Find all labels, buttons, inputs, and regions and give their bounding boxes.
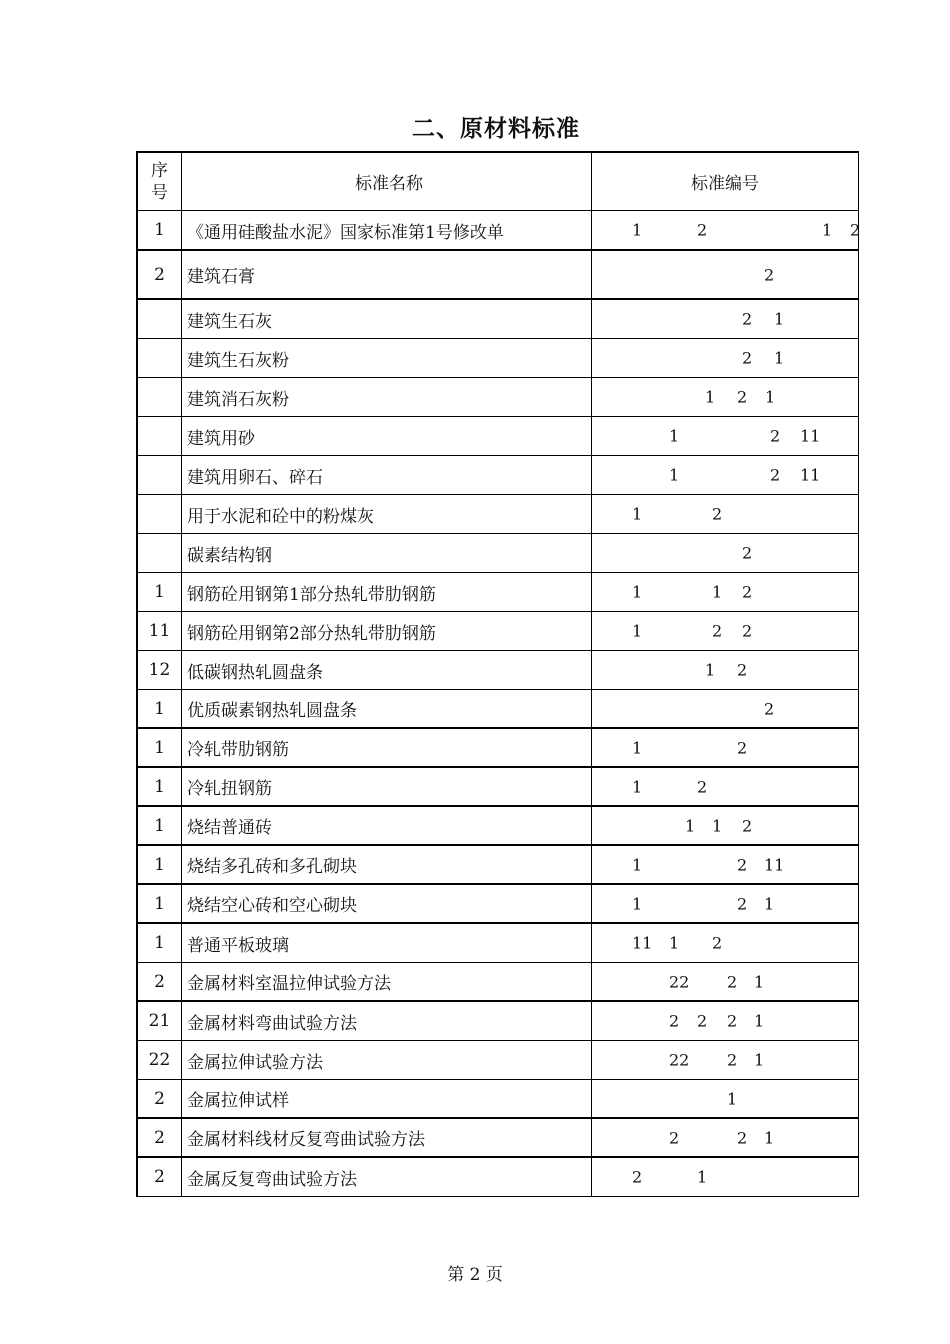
table-row (138, 1002, 858, 1041)
standard-name: 钢筋砼用钢第2部分热轧带肋钢筋 (182, 612, 592, 650)
standard-code-fragment: 2 (737, 387, 748, 407)
page-footer: 第 2 页 (447, 1265, 503, 1285)
table-row (138, 885, 858, 924)
table-row (138, 378, 858, 417)
standard-code-fragment: 2 (712, 504, 723, 524)
row-number (138, 339, 182, 377)
standard-code-fragment: 2 (742, 348, 753, 368)
row-number: 1 (138, 885, 182, 922)
standard-code-fragment: 2 (770, 465, 781, 485)
row-number (138, 417, 182, 455)
table-row (138, 495, 858, 534)
standard-code-fragment: 1 (685, 816, 696, 835)
standard-code-fragment: 2 (850, 220, 861, 240)
table-row (138, 807, 858, 846)
standard-code-fragment: 22 (669, 972, 690, 991)
table-row (138, 456, 858, 495)
table-row (138, 924, 858, 963)
standard-code-fragment: 1 (754, 1050, 765, 1070)
header-no-line1: 序 (151, 160, 168, 181)
standard-code-fragment: 2 (697, 777, 708, 796)
standard-code-fragment: 2 (632, 1167, 643, 1187)
standard-name: 金属材料室温拉伸试验方法 (182, 963, 592, 1000)
header-name: 标准名称 (182, 153, 592, 210)
table-row (138, 534, 858, 573)
standard-code-fragment: 1 (705, 387, 716, 407)
table-row (138, 768, 858, 807)
standard-code (592, 211, 861, 249)
standard-code-fragment: 2 (727, 972, 738, 991)
standard-code-fragment: 1 (705, 660, 716, 680)
standard-code-fragment: 2 (669, 1011, 680, 1031)
standard-code (592, 729, 858, 766)
standard-code-fragment: 2 (712, 933, 723, 953)
standard-code (592, 300, 858, 338)
standard-code-fragment: 1 (632, 855, 643, 874)
table-row (138, 417, 858, 456)
row-number: 21 (138, 1002, 182, 1040)
standard-code-fragment: 11 (764, 855, 785, 874)
standard-code (592, 1080, 858, 1117)
row-number: 11 (138, 612, 182, 650)
standard-code (592, 1002, 858, 1040)
standard-code (592, 768, 858, 805)
standard-name: 金属反复弯曲试验方法 (182, 1158, 592, 1196)
row-number: 1 (138, 807, 182, 844)
standard-code-fragment: 2 (712, 621, 723, 641)
standard-code (592, 846, 858, 883)
row-number: 12 (138, 651, 182, 689)
row-number: 22 (138, 1041, 182, 1079)
standard-code-fragment: 2 (742, 816, 753, 835)
standard-code (592, 339, 858, 377)
standard-name: 建筑生石灰粉 (182, 339, 592, 377)
standards-table (136, 151, 859, 1197)
standard-code-fragment: 2 (742, 543, 753, 563)
row-number (138, 534, 182, 572)
table-row (138, 1119, 858, 1158)
standard-code-fragment: 1 (632, 777, 643, 796)
standard-name: 碳素结构钢 (182, 534, 592, 572)
table-row (138, 339, 858, 378)
standard-name: 建筑用砂 (182, 417, 592, 455)
standard-code-fragment: 1 (632, 220, 643, 240)
header-no (138, 153, 182, 210)
standard-code-fragment: 1 (754, 1011, 765, 1031)
header-no-line2: 号 (151, 182, 168, 203)
row-number: 1 (138, 573, 182, 611)
standard-name: 普通平板玻璃 (182, 924, 592, 962)
row-number (138, 456, 182, 494)
standard-code (592, 885, 858, 922)
standard-code (592, 963, 858, 1000)
table-row (138, 300, 858, 339)
row-number: 1 (138, 690, 182, 727)
standard-code-fragment: 2 (764, 699, 775, 718)
standard-code (592, 612, 858, 650)
table-row (138, 1158, 858, 1197)
standard-code-fragment: 1 (632, 894, 643, 913)
standard-code-fragment: 1 (632, 738, 643, 757)
standard-code-fragment: 2 (697, 1011, 708, 1031)
header-code: 标准编号 (691, 174, 759, 194)
standard-code (592, 378, 858, 416)
table-row (138, 251, 858, 300)
standard-name: 建筑消石灰粉 (182, 378, 592, 416)
standard-name: 用于水泥和砼中的粉煤灰 (182, 495, 592, 533)
standard-code (592, 573, 858, 611)
standard-code-fragment: 1 (764, 1128, 775, 1147)
standard-code-fragment: 2 (737, 738, 748, 757)
standard-name: 金属材料线材反复弯曲试验方法 (182, 1119, 592, 1156)
table-row (138, 690, 858, 729)
standard-code-fragment: 1 (697, 1167, 708, 1187)
table-row (138, 729, 858, 768)
standard-code (592, 417, 858, 455)
standard-code-fragment: 1 (822, 220, 833, 240)
row-number (138, 300, 182, 338)
standard-code (592, 1041, 858, 1079)
standard-name: 冷轧带肋钢筋 (182, 729, 592, 766)
standard-code-fragment: 2 (742, 309, 753, 329)
standard-name: 建筑石膏 (182, 251, 592, 298)
standard-code-fragment: 2 (764, 265, 775, 284)
standard-name: 金属材料弯曲试验方法 (182, 1002, 592, 1040)
standard-code-fragment: 2 (727, 1011, 738, 1031)
table-header-row (138, 153, 858, 211)
table-body (138, 211, 861, 1197)
standard-code-fragment: 1 (632, 582, 643, 602)
standard-name: 烧结多孔砖和多孔砌块 (182, 846, 592, 883)
standard-code-fragment: 2 (737, 894, 748, 913)
standard-code-fragment: 1 (765, 387, 776, 407)
standard-code (592, 924, 858, 962)
standard-code-fragment: 2 (737, 855, 748, 874)
row-number: 1 (138, 846, 182, 883)
standard-code-fragment: 2 (727, 1050, 738, 1070)
standard-name: 建筑生石灰 (182, 300, 592, 338)
table-row (138, 1080, 858, 1119)
row-number: 1 (138, 924, 182, 962)
table-row (138, 1041, 858, 1080)
row-number: 2 (138, 1158, 182, 1196)
standard-code-fragment: 2 (737, 660, 748, 680)
standard-code (592, 495, 858, 533)
standard-code-fragment: 1 (764, 894, 775, 913)
standard-code-fragment: 1 (727, 1089, 738, 1108)
row-number (138, 495, 182, 533)
row-number: 2 (138, 1119, 182, 1156)
standard-code (592, 690, 858, 727)
standard-code-fragment: 1 (632, 504, 643, 524)
standard-name: 冷轧扭钢筋 (182, 768, 592, 805)
standard-code (592, 251, 858, 298)
standard-name: 优质碳素钢热轧圆盘条 (182, 690, 592, 727)
standard-code-fragment: 11 (632, 933, 653, 953)
standard-code (592, 651, 858, 689)
standard-code-fragment: 1 (774, 348, 785, 368)
standard-name: 钢筋砼用钢第1部分热轧带肋钢筋 (182, 573, 592, 611)
standard-code-fragment: 11 (800, 426, 821, 446)
standard-code-fragment: 2 (669, 1128, 680, 1147)
standard-code-fragment: 1 (712, 816, 723, 835)
standard-name: 金属拉伸试样 (182, 1080, 592, 1117)
table-row (138, 612, 858, 651)
row-number: 1 (138, 211, 182, 249)
standard-code-fragment: 1 (754, 972, 765, 991)
row-number: 1 (138, 729, 182, 766)
row-number (138, 378, 182, 416)
row-number: 1 (138, 768, 182, 805)
standard-code (592, 807, 858, 844)
row-number: 2 (138, 251, 182, 298)
page-title: 二、原材料标准 (412, 116, 580, 142)
standard-code-fragment: 1 (774, 309, 785, 329)
standard-code-fragment: 2 (697, 220, 708, 240)
standard-code-fragment: 1 (669, 426, 680, 446)
standard-code (592, 456, 858, 494)
standard-code-fragment: 1 (669, 933, 680, 953)
standard-name: 金属拉伸试验方法 (182, 1041, 592, 1079)
standard-code-fragment: 2 (742, 621, 753, 641)
standard-name: 烧结空心砖和空心砌块 (182, 885, 592, 922)
standard-code-fragment: 1 (669, 465, 680, 485)
table-row (138, 846, 858, 885)
table-row (138, 651, 858, 690)
standard-code (592, 1119, 858, 1156)
table-row (138, 963, 858, 1002)
standard-code (592, 534, 858, 572)
standard-code-fragment: 22 (669, 1050, 690, 1070)
standard-name: 《通用硅酸盐水泥》国家标准第1号修改单 (182, 211, 592, 249)
standard-code (592, 1158, 858, 1196)
standard-code-fragment: 1 (712, 582, 723, 602)
table-row (138, 573, 858, 612)
standard-name: 烧结普通砖 (182, 807, 592, 844)
standard-name: 建筑用卵石、碎石 (182, 456, 592, 494)
standard-code-fragment: 11 (800, 465, 821, 485)
standard-name: 低碳钢热轧圆盘条 (182, 651, 592, 689)
standard-code-fragment: 2 (737, 1128, 748, 1147)
row-number: 2 (138, 1080, 182, 1117)
row-number: 2 (138, 963, 182, 1000)
standard-code-fragment: 1 (632, 621, 643, 641)
table-row (138, 211, 861, 251)
standard-code-fragment: 2 (770, 426, 781, 446)
standard-code-fragment: 2 (742, 582, 753, 602)
